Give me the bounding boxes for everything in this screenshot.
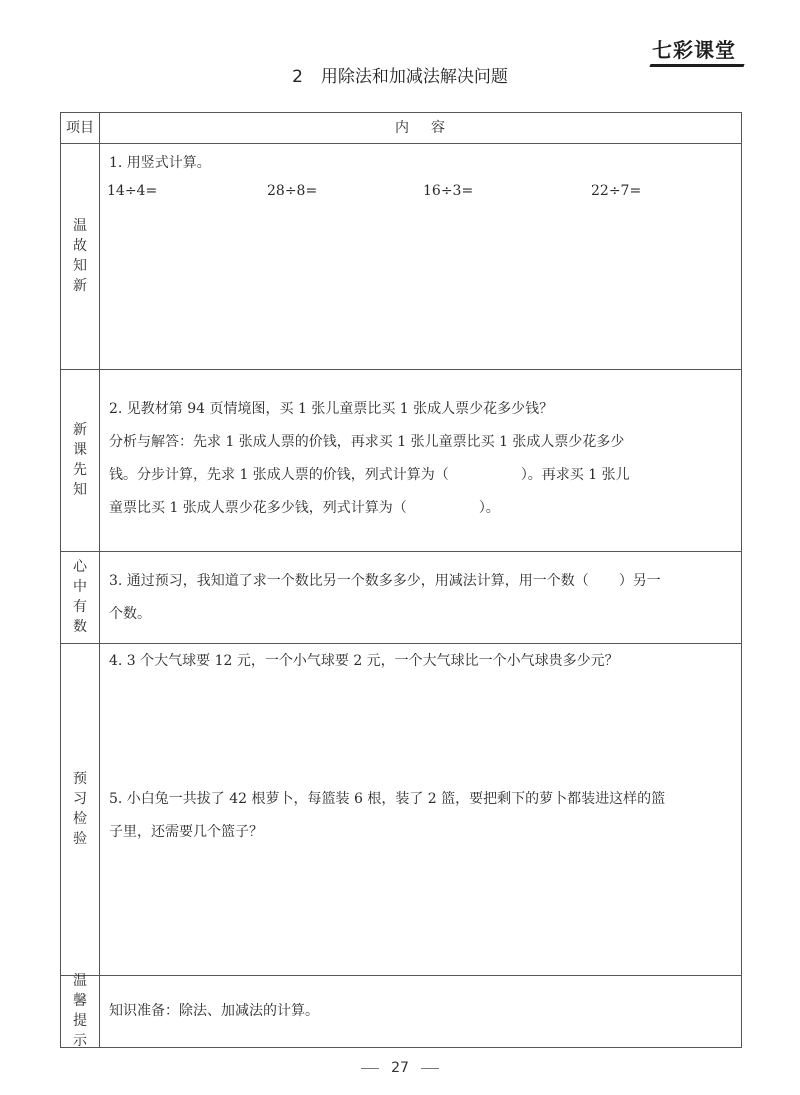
question-5-line-1: 5. 小白兔一共拔了 42 根萝卜，每篮装 6 根，装了 2 篮，要把剩下的萝卜都装进这样的篮 bbox=[109, 791, 666, 807]
column-divider bbox=[99, 113, 100, 1047]
equation-4: 22÷7= bbox=[591, 183, 642, 199]
header-label: 项目 bbox=[66, 120, 94, 136]
row-divider bbox=[61, 551, 741, 552]
title-number: 2 bbox=[292, 67, 303, 87]
question-3-line-2: 个数。 bbox=[109, 606, 151, 622]
question-2: 2. 见教材第 94 页情境图，买 1 张儿童票比买 1 张成人票少花多少钱？ bbox=[109, 401, 554, 417]
section-label-practice: 预习检验 bbox=[73, 771, 87, 847]
question-3-line-1: 3. 通过预习，我知道了求一个数比另一个数多多少，用减法计算，用一个数（ ）另一 bbox=[109, 573, 661, 589]
worksheet-table bbox=[60, 112, 742, 1048]
section-label-summary: 心中有数 bbox=[73, 559, 87, 635]
question-5-line-2: 子里，还需要几个篮子？ bbox=[109, 824, 263, 840]
section-label-preview: 新课先知 bbox=[73, 422, 87, 498]
analysis-line-1: 分析与解答：先求 1 张成人票的价钱，再求买 1 张儿童票比买 1 张成人票少花多少 bbox=[109, 434, 625, 450]
row-divider bbox=[61, 643, 741, 644]
brand-logo: 七彩课堂 bbox=[652, 38, 736, 62]
question-4: 4. 3 个大气球要 12 元，一个小气球要 2 元，一个大气球比一个小气球贵多少元？ bbox=[109, 653, 619, 669]
equation-3: 16÷3= bbox=[423, 183, 474, 199]
section-label-review: 温故知新 bbox=[73, 218, 87, 294]
page-footer bbox=[0, 1060, 800, 1076]
page-title bbox=[0, 62, 800, 87]
equation-1: 14÷4= bbox=[107, 183, 158, 199]
question-1: 1. 用竖式计算。 bbox=[109, 155, 211, 171]
page-number: 27 bbox=[391, 1060, 409, 1076]
equation-2: 28÷8= bbox=[267, 183, 318, 199]
row-divider bbox=[61, 975, 741, 976]
title-text: 用除法和加减法解决问题 bbox=[320, 67, 508, 87]
header-content: 内容 bbox=[395, 120, 467, 136]
tips-text: 知识准备：除法、加减法的计算。 bbox=[109, 1003, 319, 1019]
analysis-line-3: 童票比买 1 张成人票少花多少钱，列式计算为（ ）。 bbox=[109, 500, 500, 516]
row-divider bbox=[61, 369, 741, 370]
section-label-tips: 温馨提示 bbox=[73, 973, 87, 1049]
row-divider bbox=[61, 143, 741, 144]
analysis-line-2: 钱。分步计算，先求 1 张成人票的价钱，列式计算为（ ）。再求买 1 张儿 bbox=[109, 467, 630, 483]
